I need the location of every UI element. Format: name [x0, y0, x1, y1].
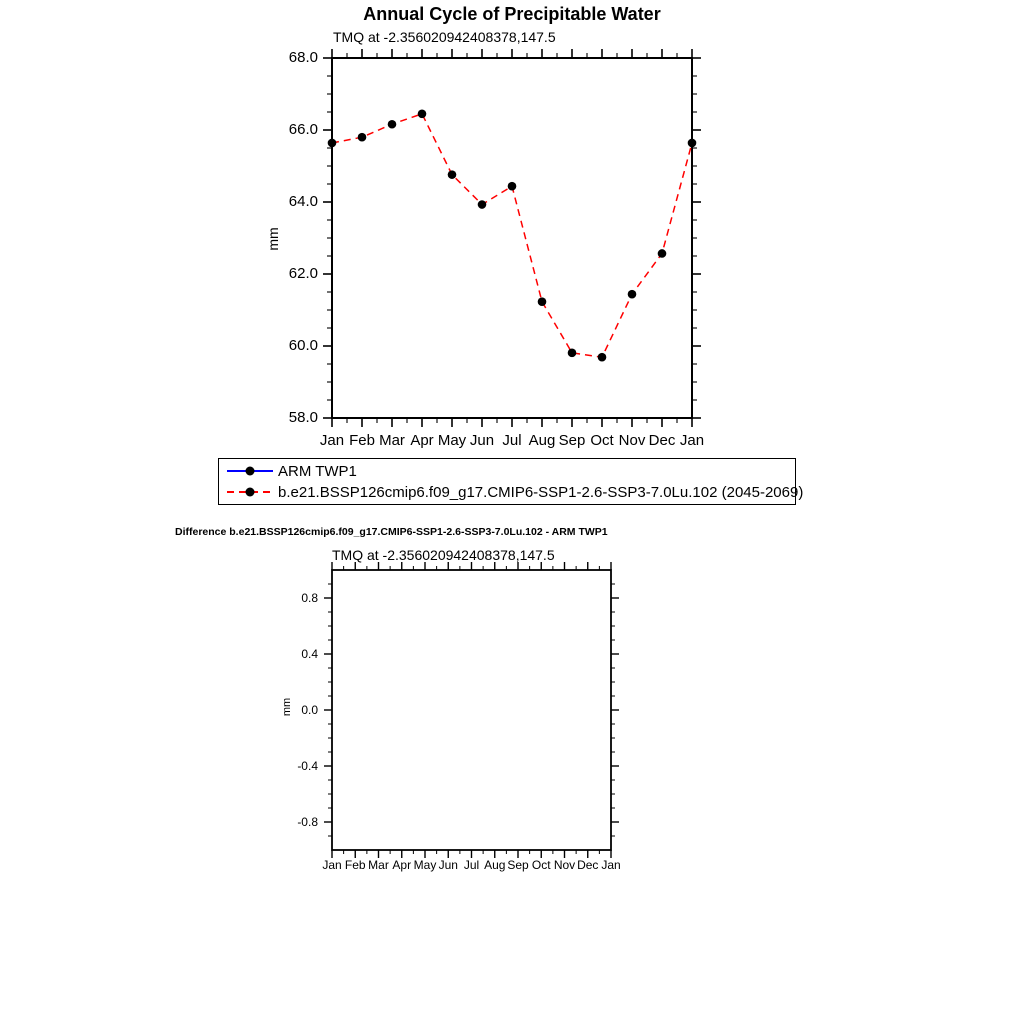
legend-sample-model — [227, 487, 273, 497]
plot-border — [332, 58, 692, 418]
data-point-marker — [628, 290, 637, 299]
legend-label-arm-twp1: ARM TWP1 — [278, 462, 357, 480]
x-tick-label: Dec — [648, 432, 676, 449]
data-point-marker — [508, 182, 517, 191]
x-tick-label: Sep — [558, 432, 586, 449]
plot-border — [332, 570, 611, 850]
x-tick-label: May — [437, 432, 467, 449]
x-tick-label: Jan — [601, 858, 621, 872]
data-point-marker — [688, 139, 697, 148]
x-tick-label: May — [413, 858, 437, 872]
y-tick-label: -0.4 — [297, 759, 318, 773]
legend-box — [218, 458, 804, 505]
data-point-marker — [418, 110, 427, 119]
y-tick-label: 66.0 — [288, 121, 318, 138]
x-tick-label: Jan — [322, 858, 342, 872]
x-tick-label: Jul — [502, 432, 522, 449]
y-tick-label: 0.8 — [301, 591, 318, 605]
black-dot-marker-icon — [246, 467, 255, 476]
chart2-y-axis-label: mm — [281, 697, 293, 717]
y-tick-label: 0.0 — [301, 703, 318, 717]
x-tick-label: Oct — [590, 432, 614, 449]
legend-entry-arm-twp1 — [227, 461, 795, 482]
data-point-marker — [478, 200, 487, 209]
x-tick-label: Dec — [577, 858, 599, 872]
x-tick-label: Jan — [679, 432, 705, 449]
legend-label-model: b.e21.BSSP126cmip6.f09_g17.CMIP6-SSP1-2.6-SSP3-7.0Lu.102 (2045-2069) — [278, 483, 804, 501]
data-point-marker — [598, 353, 607, 362]
data-point-marker — [538, 297, 547, 306]
x-tick-label: Mar — [379, 432, 405, 449]
chart1-subtitle: TMQ at -2.356020942408378,147.5 — [333, 29, 556, 45]
chart1-title: Annual Cycle of Precipitable Water — [363, 4, 661, 24]
chart2-title: Difference b.e21.BSSP126cmip6.f09_g17.CMIP6-SSP1-2.6-SSP3-7.0Lu.102 - ARM TWP1 — [175, 526, 608, 538]
chart2-subtitle: TMQ at -2.356020942408378,147.5 — [332, 547, 555, 563]
x-tick-label: Feb — [344, 858, 366, 872]
data-point-marker — [568, 349, 577, 358]
chart1-y-axis-label: mm — [265, 227, 281, 251]
y-tick-label: 0.4 — [301, 647, 318, 661]
x-tick-label: Apr — [392, 858, 412, 872]
x-tick-label: Jul — [463, 858, 480, 872]
x-tick-label: Feb — [349, 432, 375, 449]
legend-entry-model — [227, 482, 804, 503]
x-tick-label: Sep — [507, 858, 529, 872]
data-point-marker — [328, 139, 337, 148]
x-tick-label: Jun — [469, 432, 495, 449]
legend-sample-arm-twp1 — [227, 466, 273, 476]
series-line — [332, 114, 692, 357]
x-tick-label: Oct — [531, 858, 551, 872]
x-tick-label: Aug — [484, 858, 506, 872]
black-dot-marker-icon — [246, 488, 255, 497]
data-point-marker — [358, 133, 367, 142]
y-tick-label: 68.0 — [288, 49, 318, 66]
x-tick-label: Jun — [438, 858, 458, 872]
y-tick-label: 58.0 — [288, 409, 318, 426]
x-tick-label: Apr — [410, 432, 434, 449]
data-point-marker — [388, 120, 397, 129]
y-tick-label: -0.8 — [297, 815, 318, 829]
y-tick-label: 60.0 — [288, 337, 318, 354]
x-tick-label: Nov — [553, 858, 576, 872]
x-tick-label: Jan — [319, 432, 345, 449]
y-tick-label: 62.0 — [288, 265, 318, 282]
x-tick-label: Aug — [528, 432, 556, 449]
y-tick-label: 64.0 — [288, 193, 318, 210]
data-point-marker — [448, 170, 457, 179]
data-point-marker — [658, 249, 667, 258]
x-tick-label: Nov — [618, 432, 646, 449]
x-tick-label: Mar — [368, 858, 389, 872]
